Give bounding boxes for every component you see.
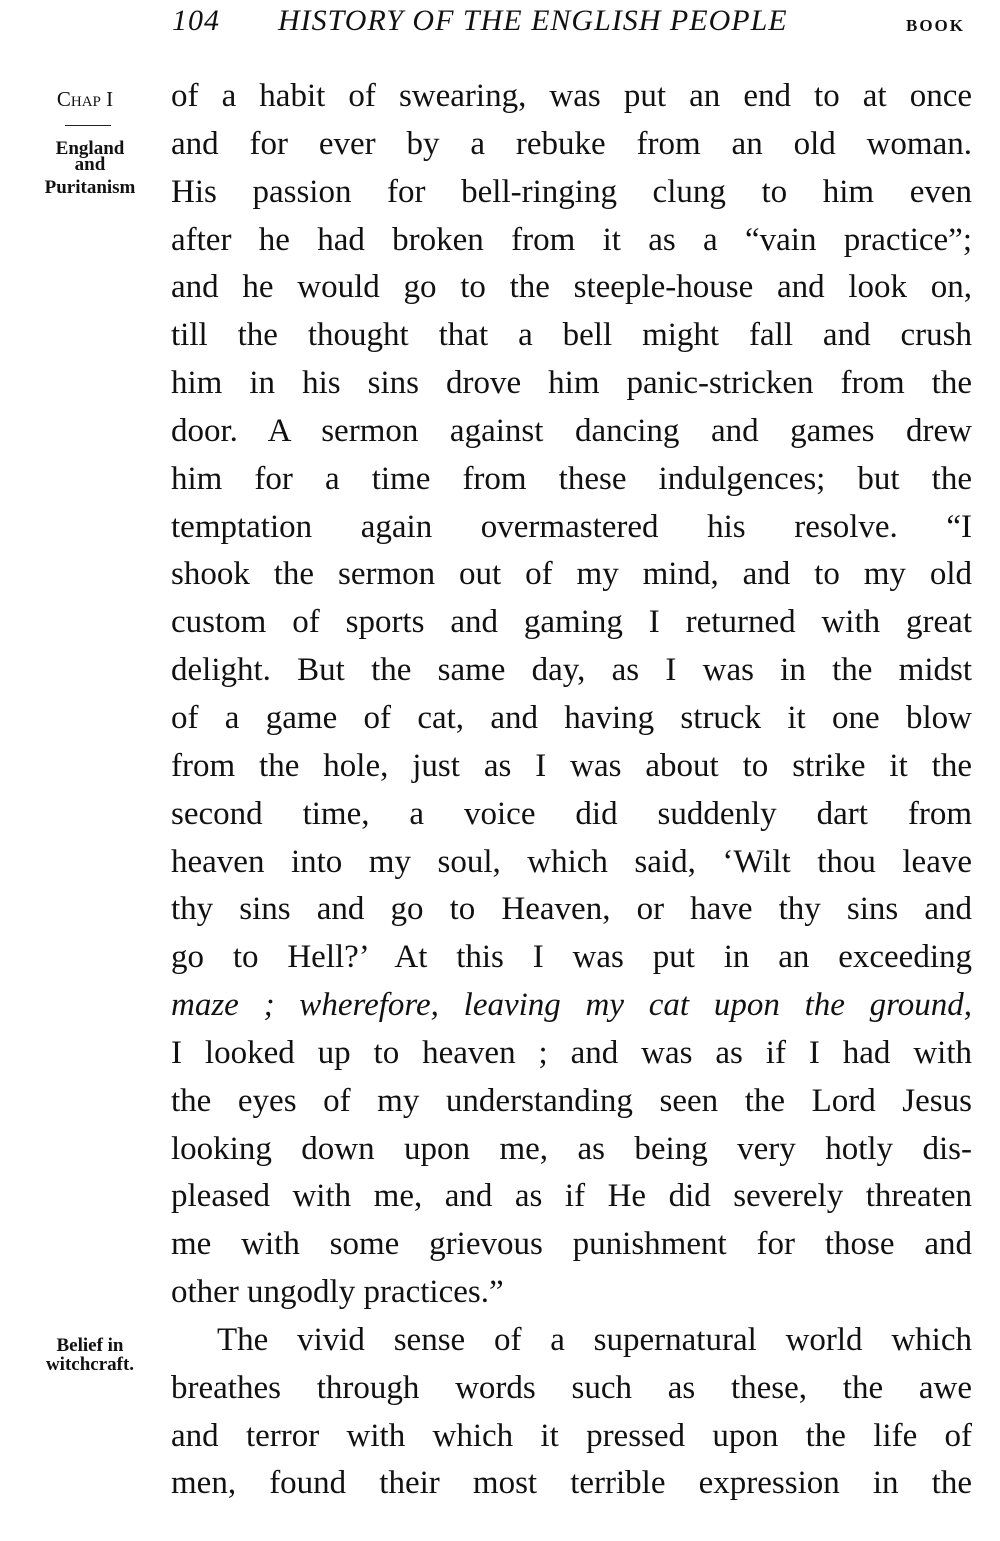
text-line: shook the sermon out of my mind, and to my old <box>171 556 972 593</box>
sidenote-chapter: Chap I <box>56 87 114 111</box>
text-line: breathes through words such as these, the awe <box>171 1369 972 1406</box>
text-line: and for ever by a rebuke from an old woman. <box>171 125 972 162</box>
text-line: him in his sins drove him panic-stricken from the <box>171 365 972 402</box>
text-line: looking down upon me, as being very hotly dis- <box>171 1130 972 1167</box>
sidenote-witchcraft-line: witchcraft. <box>45 1354 135 1375</box>
text-line: the eyes of my understanding seen the Lord Jesus <box>171 1082 972 1119</box>
text-line: pleased with me, and as if He did severely threaten <box>171 1178 972 1215</box>
text-line: custom of sports and gaming I returned with great <box>171 604 972 641</box>
sidenote-witchcraft-line: Belief in <box>56 1335 124 1356</box>
text-line: second time, a voice did suddenly dart from <box>171 795 972 832</box>
text-line: door. A sermon against dancing and games drew <box>171 412 972 449</box>
text-line: and terror with which it pressed upon the life of <box>171 1417 972 1454</box>
sidenote-section <box>20 139 160 197</box>
text-line: men, found their most terrible expression in the <box>171 1465 972 1502</box>
sidenote-rule <box>65 125 111 126</box>
sidenote-section-line: and <box>74 154 106 175</box>
text-line: heaven into my soul, which said, ‘Wilt thou leave <box>171 843 972 880</box>
body-text <box>171 73 972 1508</box>
sidenote-witchcraft <box>20 1336 160 1374</box>
header-book-label: BOOK <box>906 16 966 35</box>
text-line: temptation again overmastered his resolve. “I <box>171 508 972 545</box>
text-line: after he had broken from it as a “vain practice”; <box>171 221 972 258</box>
paragraph-1 <box>171 73 972 1317</box>
running-header <box>0 4 1000 44</box>
text-line: His passion for bell-ringing clung to him even <box>171 173 972 210</box>
page-number: 104 <box>172 4 220 37</box>
text-line: The vivid sense of a supernatural world which <box>217 1321 972 1358</box>
text-line: go to Hell?’ At this I was put in an exceeding <box>171 939 972 976</box>
text-line: till the thought that a bell might fall and crush <box>171 317 972 354</box>
text-line: thy sins and go to Heaven, or have thy sins and <box>171 891 972 928</box>
text-line: delight. But the same day, as I was in the midst <box>171 652 972 689</box>
text-line: me with some grievous punishment for those and <box>171 1226 972 1263</box>
text-line: him for a time from these indulgences; but the <box>171 460 972 497</box>
text-line: of a habit of swearing, was put an end to at once <box>171 78 972 114</box>
text-line-italic: maze ; wherefore, leaving my cat upon the ground, <box>171 987 972 1024</box>
sidenote-section-line: Puritanism <box>44 177 136 198</box>
text-line-last: other ungodly practices.” <box>171 1274 504 1311</box>
text-line: from the hole, just as I was about to strike it the <box>171 747 972 784</box>
text-line: I looked up to heaven ; and was as if I had with <box>171 1034 972 1071</box>
sidenote-section-line: England <box>55 138 125 159</box>
text-line: and he would go to the steeple-house and look on, <box>171 269 972 306</box>
paragraph-2 <box>171 1317 972 1508</box>
running-title: HISTORY OF THE ENGLISH PEOPLE <box>278 4 788 37</box>
text-line: of a game of cat, and having struck it one blow <box>171 699 972 736</box>
